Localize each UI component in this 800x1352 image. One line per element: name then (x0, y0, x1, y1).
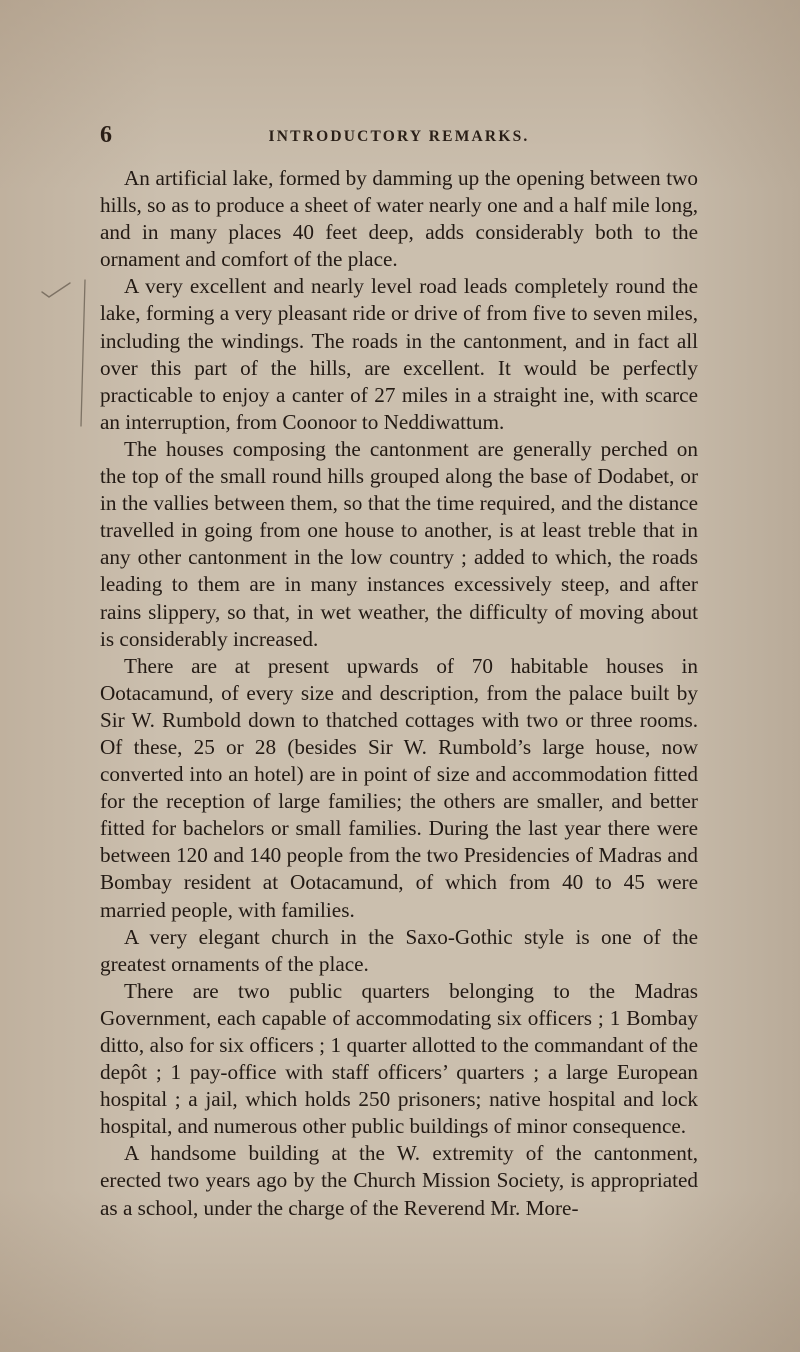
page-number: 6 (100, 122, 112, 148)
paragraph-artificial-lake: An artificial lake, formed by damming up the opening between two hills, so as to produce a sheet of water nearly one and a half mile long, and in many places 40 feet deep, adds considerably both to the ornament and comfort of the place. (100, 166, 698, 272)
paragraph-habitable-houses: There are at present upwards of 70 habitable houses in Ootacamund, of every size and description, from the palace built by Sir W. Rumbold down to thatched cottages with two or three rooms. Of these, 25 or 28 (besides Sir W. Rumbold’s large house, now converted into an hotel) are in point of size and accommodation fitted for the reception of large families; the others are smaller, and better fitted for bachelors or small families. During the last year there were between 120 and 140 people from the two Presidencies of Madras and Bombay resident at Ootacamund, of which from 40 to 45 were married people, with families. (100, 653, 698, 922)
pencil-margin-line (78, 278, 88, 428)
paragraph-houses-cantonment: The houses composing the cantonment are generally perched on the top of the small round hills grouped along the base of Dodabet, or in the vallies between them, so that the time required, and the distance travelled in going from one house to another, is at least treble that in any other cantonment in the low country ; added to which, the roads leading to them are in many instances excessively steep, and after rains slippery, so that, in wet weather, the difficulty of moving about is considerably increased. (100, 436, 698, 651)
paragraph-public-quarters: There are two public quarters belonging to the Madras Government, each capable of accommodating six officers ; 1 Bombay ditto, also for six officers ; 1 quarter allotted to the commandant of the depôt ; 1 pay-office with staff officers’ quarters ; a large European hospital ; a jail, which holds 250 prisoners; native hospital and lock hospital, and numerous other public buildings of minor consequence. (100, 978, 698, 1139)
pencil-checkmark-icon (40, 280, 74, 300)
running-title: INTRODUCTORY REMARKS. (268, 128, 530, 145)
paragraph-mission-school: A handsome building at the W. extremity of the cantonment, erected two years ago by the Church Mission Society, is appropriated as a school, under the charge of the Reverend Mr. More- (100, 1141, 698, 1220)
paragraph-road-round-lake: A very excellent and nearly level road leads completely round the lake, forming a very pleasant ride or drive of from five to seven miles, including the windings. The roads in the cantonment, and in fact all over this part of the hills, are excellent. It would be perfectly practicable to enjoy a canter of 27 miles in a straight ine, with scarce an interruption, from Coonoor to Neddiwattum. (100, 274, 698, 434)
paragraph-church: A very elegant church in the Saxo-Gothic style is one of the greatest ornaments of the place. (100, 924, 698, 976)
body-text (100, 165, 698, 1222)
page-header (100, 122, 698, 152)
